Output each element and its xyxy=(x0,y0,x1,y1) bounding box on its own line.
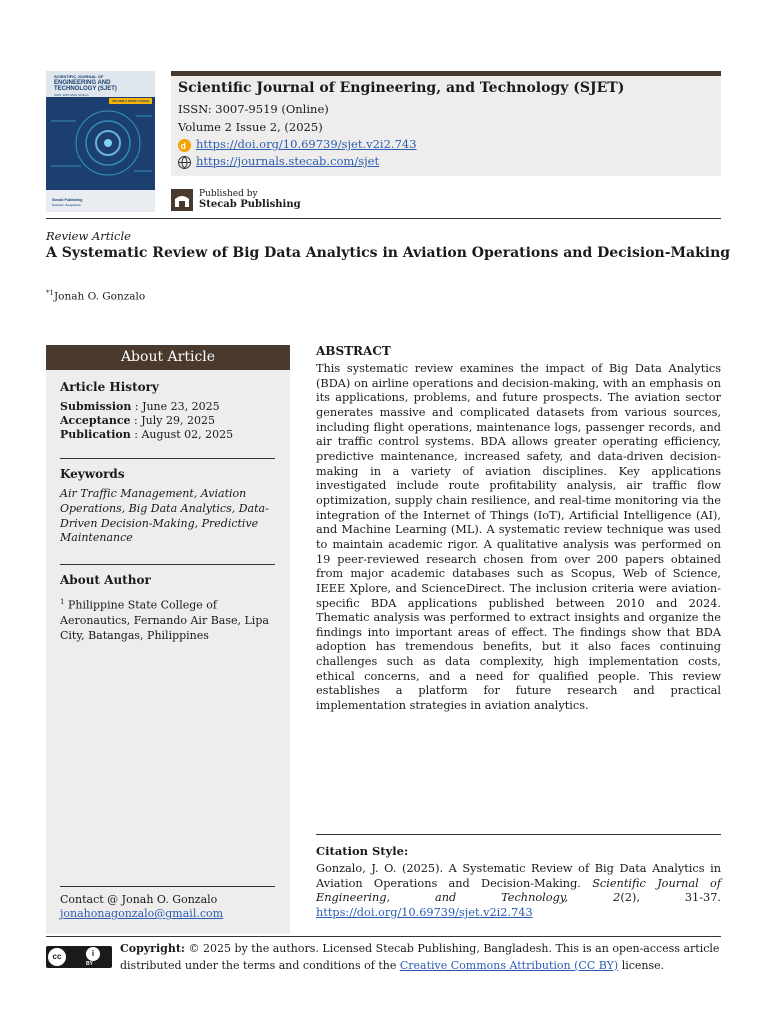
license-link[interactable]: Creative Commons Attribution (CC BY) xyxy=(399,958,619,972)
license-suffix: license. xyxy=(621,958,665,972)
author-affiliation xyxy=(60,595,280,643)
history-value: July 29, 2025 xyxy=(141,414,215,427)
citation-journal: Scientific Journal of Engineering, and Technology, xyxy=(316,876,721,905)
copyright-notice xyxy=(120,941,725,974)
affiliation-mark: 1 xyxy=(60,598,65,606)
publisher-logo xyxy=(171,189,193,211)
author-name: Jonah O. Gonzalo xyxy=(53,290,146,303)
cc-by-license-badge xyxy=(46,946,112,968)
globe-icon xyxy=(178,156,191,169)
cover-journal-big-2: TECHNOLOGY (SJET) xyxy=(54,86,117,92)
attribution-icon: i xyxy=(86,947,100,961)
history-label: Acceptance xyxy=(60,414,131,427)
svg-text:d: d xyxy=(180,141,186,151)
article-history-title: Article History xyxy=(60,380,159,394)
citation-plain: Gonzalo, J. O. (2025). A Systematic Review of Big Data Analytics in Aviation Operations and Decision-Making. xyxy=(316,862,721,890)
sidebar-divider xyxy=(60,458,275,459)
cover-issn: ISSN: 3007-9519 (Online) xyxy=(54,93,89,97)
sidebar-divider xyxy=(60,564,275,565)
cc-icon: cc xyxy=(48,948,66,966)
citation-volume: 2 xyxy=(613,891,621,905)
cover-publisher: Stecab Publishing xyxy=(52,198,83,202)
copyright-label: Copyright: xyxy=(120,942,185,955)
history-acceptance: Acceptance : July 29, 2025 xyxy=(60,414,215,427)
citation-doi-link[interactable]: https://doi.org/10.69739/sjet.v2i2.743 xyxy=(316,905,533,919)
cover-volume-badge: VOLUME 2 ISSUE 2 (2025) xyxy=(109,98,152,104)
published-by-label: Published by xyxy=(199,189,258,199)
cover-journal-big-1: ENGINEERING AND xyxy=(54,80,111,86)
publisher-name: Stecab Publishing xyxy=(199,199,301,210)
doi-link[interactable]: https://doi.org/10.69739/sjet.v2i2.743 xyxy=(196,137,417,151)
copyright-text: © 2025 by the authors. Licensed Stecab Publishing, Bangladesh. This is an open-access article distributed under the terms and conditions of the xyxy=(120,942,720,972)
citation-issue-pages: (2), 31-37. xyxy=(620,891,721,905)
citation-text xyxy=(316,862,721,920)
author-mark: *1 xyxy=(46,289,54,297)
history-publication: Publication : August 02, 2025 xyxy=(60,428,234,441)
history-submission: Submission : June 23, 2025 xyxy=(60,400,220,413)
about-author-title: About Author xyxy=(60,573,151,587)
about-article-heading: About Article xyxy=(46,345,290,370)
keywords-list: Air Traffic Management, Aviation Operations, Big Data Analytics, Data-Driven Decision-Making, Predictive Maintenance xyxy=(60,487,269,545)
author-email-link[interactable]: jonahonagonzalo@gmail.com xyxy=(60,907,224,920)
by-label: BY xyxy=(86,961,93,967)
journal-issn: ISSN: 3007-9519 (Online) xyxy=(178,102,329,116)
footer-divider xyxy=(46,936,721,937)
citation-divider xyxy=(316,834,721,835)
citation-heading: Citation Style: xyxy=(316,844,409,858)
doi-icon xyxy=(178,139,191,152)
cover-bottom-band xyxy=(46,190,155,212)
keywords-title: Keywords xyxy=(60,467,125,481)
abstract-text: This systematic review examines the impact of Big Data Analytics (BDA) on airline operations and decision-making, with an emphasis on its applications, problems, and future prospects. The aviation sector generates massive and complicated datasets from various sources, including flight operations, maintenance logs, passenger records, and air traffic control systems. BDA allows greater operating efficiency, predictive maintenance, increased safety, and data-driven decision-making in a variety of aviation disciplines. Key applications investigated include route profitability analysis, air traffic flow optimization, supply chain resilience, and real-time monitoring via the integration of the Internet of Things (IoT), Artificial Intelligence (AI), and Machine Learning (ML). A systematic review technique was used to maintain academic rigor. A qualitative analysis was performed on 19 peer-reviewed research chosen from over 200 papers obtained from major academic databases such as Scopus, Web of Science, IEEE Xplore, and ScienceDirect. The inclusion criteria were aviation-specific BDA applications published between 2010 and 2024. Thematic analysis was performed to extract insights and organize the findings into important areas of effect. The findings show that BDA adoption has tremendous benefits, but it also faces continuing challenges such as data complexity, high implementation costs, ethical concerns, and a need for qualified people. This review establishes a platform for future research and practical implementation strategies in aviation analytics. xyxy=(316,362,721,713)
history-value: August 02, 2025 xyxy=(141,428,234,441)
history-value: June 23, 2025 xyxy=(142,400,220,413)
article-title: A Systematic Review of Big Data Analytics in Aviation Operations and Decision-Making xyxy=(46,245,731,261)
cover-location: Rajshahi, Bangladesh xyxy=(52,203,82,207)
affiliation-text: Philippine State College of Aeronautics, Fernando Air Base, Lipa City, Batangas, Philippines xyxy=(60,598,269,642)
author-line xyxy=(46,289,145,303)
abstract-heading: ABSTRACT xyxy=(316,344,391,358)
cover-journal-small: SCIENTIFIC JOURNAL OF xyxy=(54,74,104,79)
journal-volume: Volume 2 Issue 2, (2025) xyxy=(178,120,323,134)
history-label: Publication xyxy=(60,428,131,441)
journal-cover-image xyxy=(46,71,155,212)
journal-title: Scientific Journal of Engineering, and Technology (SJET) xyxy=(178,80,625,96)
sidebar-divider xyxy=(60,886,275,887)
contact-author: Contact @ Jonah O. Gonzalo xyxy=(60,893,218,906)
history-label: Submission xyxy=(60,400,132,413)
header-divider xyxy=(46,218,721,219)
article-type: Review Article xyxy=(46,229,131,243)
website-link[interactable]: https://journals.stecab.com/sjet xyxy=(196,154,380,168)
